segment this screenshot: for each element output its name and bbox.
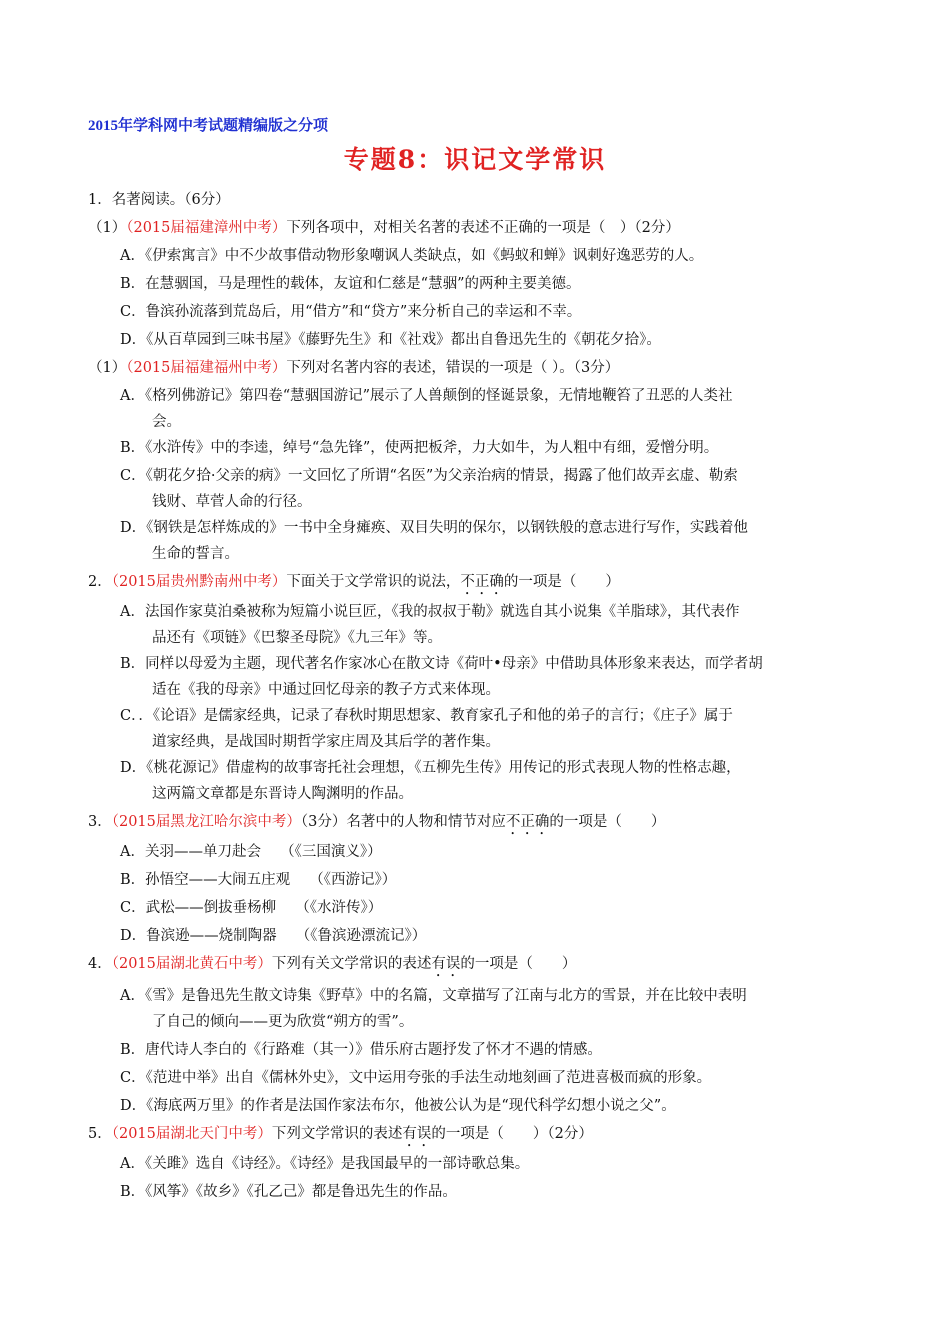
question-text: 下列对名著内容的表述，错误的一项是（ ）。（3分） [286,360,620,376]
option-continuation: 道家经典，是战国时期哲学家庄周及其后学的著作集。 [152,734,500,750]
emphasized-text: 有误 [402,1126,432,1142]
question-text: 的一项是（ ） [549,814,666,830]
question-1-part-1-stem [88,218,680,238]
option-continuation: 这两篇文章都是东晋诗人陶渊明的作品。 [152,786,413,802]
question-text: （3分）名著中的人物和情节对应 [300,814,506,830]
source-label: （2015届福建福州中考） [126,360,287,376]
question-4-option-a: A．《雪》是鲁迅先生散文诗集《野草》中的名篇，文章描写了江南与北方的雪景，并在比较中表明 [120,988,747,1004]
question-3-stem [88,812,665,838]
question-2-option-a: A．法国作家莫泊桑被称为短篇小说巨匠，《我的叔叔于勒》就选自其小说集《羊脂球》，其代表作 [120,604,740,620]
question-4-stem [88,954,576,980]
source-label: （2015届湖北黄石中考） [111,956,272,972]
question-number: 3． [88,814,112,830]
question-1-part-2-option-d: D．《钢铁是怎样炼成的》一书中全身瘫痪、双目失明的保尔，以钢铁般的意志进行写作，实践着他 [120,520,748,536]
question-text: 下列有关文学常识的表述 [271,956,432,972]
question-5-option-a: A．《关雎》选自《诗经》。《诗经》是我国最早的一部诗歌总集。 [120,1156,530,1172]
question-4-option-b: B．唐代诗人李白的《行路难（其一）》借乐府古题抒发了怀才不遇的情感。 [120,1042,602,1058]
question-1-part-1-option-c: C．鲁滨孙流落到荒岛后，用“借方”和“贷方”来分析自己的幸运和不幸。 [120,304,582,320]
question-3-option-d: D．鲁滨逊——烧制陶器 （《鲁滨逊漂流记》） [120,928,427,944]
part-number: （1） [88,360,127,376]
option-continuation: 会。 [152,414,181,430]
question-text: 的一项是（ ）（2分） [431,1126,593,1142]
page-title: 专题8：识记文学常识 [343,145,607,174]
source-label: （2015届湖北天门中考） [111,1126,272,1142]
question-5-option-b: B．《风筝》《故乡》《孔乙己》都是鲁迅先生的作品。 [120,1184,457,1200]
question-2-option-c: C．．《论语》是儒家经典，记录了春秋时期思想家、教育家孔子和他的弟子的言行；《庄子》属于 [120,708,733,724]
option-continuation: 适在《我的母亲》中通过回忆母亲的教子方式来体现。 [152,682,500,698]
question-4-option-c: C．《范进中举》出自《儒林外史》，文中运用夸张的手法生动地刻画了范进喜极而疯的形象。 [120,1070,712,1086]
question-1-part-2-option-a: A．《格列佛游记》第四卷“慧骃国游记”展示了人兽颠倒的怪诞景象，无情地鞭笞了丑恶的人类社 [120,388,733,404]
source-label: （2015届黑龙江哈尔滨中考） [111,814,301,830]
question-1-part-1-option-a: A．《伊索寓言》中不少故事借动物形象嘲讽人类缺点，如《蚂蚁和蝉》讽刺好逸恶劳的人。 [120,248,704,264]
question-3-option-a: A．关羽——单刀赴会 （《三国演义》） [120,844,382,860]
question-1-part-2-option-b: B．《水浒传》中的李逵，绰号“急先锋”，使两把板斧，力大如牛，为人粗中有细，爱憎分明。 [120,440,719,456]
question-number: 5． [88,1126,112,1142]
question-text: 下列各项中，对相关名著的表述不正确的一项是（ ）（2分） [286,220,680,236]
question-text: 的一项是（ ） [460,956,577,972]
option-continuation: 钱财、草菅人命的行径。 [152,494,312,510]
emphasized-text: 不正确 [505,814,550,830]
question-2-stem [88,572,620,598]
question-text: 的一项是（ ） [503,574,620,590]
option-continuation: 生命的誓言。 [152,546,239,562]
question-number: 2． [88,574,112,590]
question-1-part-2-option-c: C．《朝花夕拾·父亲的病》一文回忆了所谓“名医”为父亲治病的情景，揭露了他们故弄玄虚、勒索 [120,468,738,484]
emphasized-text: 有误 [431,956,461,972]
emphasized-text: 不正确 [460,574,504,590]
question-1-part-1-option-d: D．《从百草园到三味书屋》《藤野先生》和《社戏》都出自鲁迅先生的《朝花夕拾》。 [120,332,661,348]
question-3-option-b: B．孙悟空——大闹五庄观 （《西游记》） [120,872,397,888]
question-1-part-1-option-b: B．在慧骃国，马是理性的载体，友谊和仁慈是“慧骃”的两种主要美德。 [120,276,581,292]
option-continuation: 了自己的倾向——更为欣赏“朔方的雪”。 [152,1014,414,1030]
document-header: 2015年学科网中考试题精编版之分项 [88,118,329,134]
part-number: （1） [88,220,127,236]
source-label: （2015届福建漳州中考） [126,220,287,236]
question-5-stem [88,1124,593,1150]
question-text: 下列文学常识的表述 [271,1126,403,1142]
question-4-option-d: D．《海底两万里》的作者是法国作家法布尔，他被公认为是“现代科学幻想小说之父”。 [120,1098,676,1114]
question-3-option-c: C．武松——倒拔垂杨柳 （《水浒传》） [120,900,383,916]
source-label: （2015届贵州黔南州中考） [111,574,287,590]
question-2-option-d: D．《桃花源记》借虚构的故事寄托社会理想，《五柳先生传》用传记的形式表现人物的性格志趣， [120,760,741,776]
question-2-option-b: B．同样以母爱为主题，现代著名作家冰心在散文诗《荷叶•母亲》中借助具体形象来表达，而学者胡 [120,656,763,672]
question-1-stem: 1．名著阅读。（6分） [88,192,230,208]
option-continuation: 品还有《项链》《巴黎圣母院》《九三年》等。 [152,630,442,646]
question-text: 下面关于文学常识的说法， [286,574,461,590]
question-number: 4． [88,956,112,972]
question-1-part-2-stem [88,358,619,378]
